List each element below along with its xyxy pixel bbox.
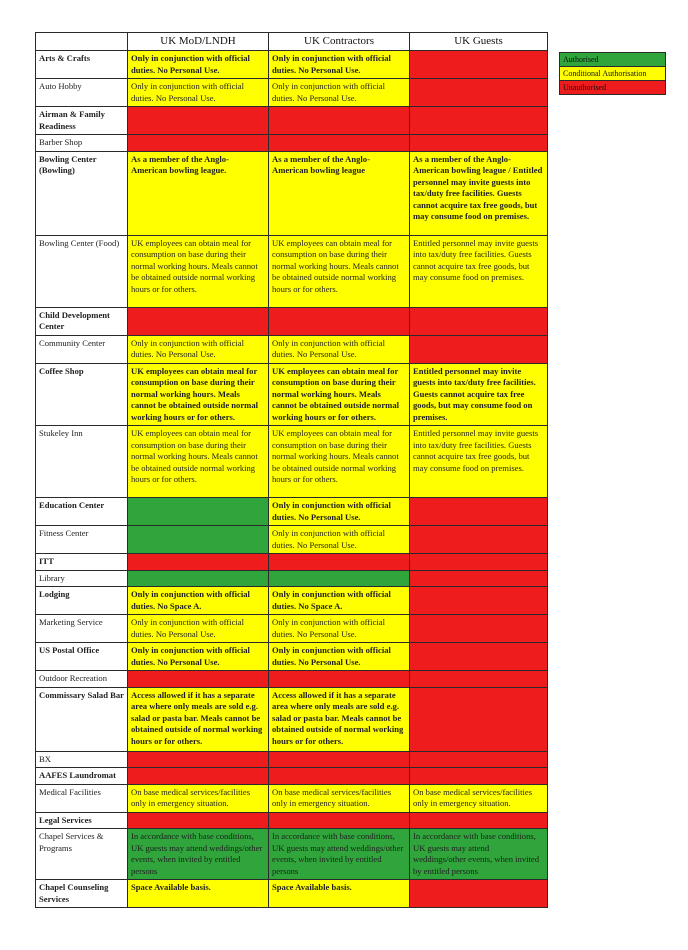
access-cell bbox=[128, 768, 269, 785]
table-row bbox=[36, 554, 548, 571]
access-cell bbox=[128, 570, 269, 587]
facility-name: Marketing Service bbox=[36, 615, 128, 643]
facility-name: Community Center bbox=[36, 335, 128, 363]
access-cell: In accordance with base conditions, UK guests may attend weddings/other events, when invited by entitled persons bbox=[128, 829, 269, 880]
facility-name: Legal Services bbox=[36, 812, 128, 829]
access-cell bbox=[410, 687, 548, 751]
legend-row bbox=[560, 81, 666, 95]
access-cell: Only in conjunction with official duties. No Personal Use. bbox=[128, 79, 269, 107]
facility-name: AAFES Laundromat bbox=[36, 768, 128, 785]
access-cell bbox=[128, 498, 269, 526]
access-cell: In accordance with base conditions, UK guests may attend weddings/other events, when invited by entitled persons bbox=[410, 829, 548, 880]
access-cell: Only in conjunction with official duties. No Personal Use. bbox=[269, 498, 410, 526]
access-cell: On base medical services/facilities only in emergency situation. bbox=[269, 784, 410, 812]
access-cell: Access allowed if it has a separate area where only meals are sold e.g. salad or pasta bar. Meals cannot be obtained outside of normal working hours or for others. bbox=[269, 687, 410, 751]
legend-row bbox=[560, 67, 666, 81]
access-cell: UK employees can obtain meal for consumption on base during their normal working hours. Meals cannot be obtained outside normal working hours or for others. bbox=[269, 235, 410, 307]
access-cell: Access allowed if it has a separate area where only meals are sold e.g. salad or pasta bar. Meals cannot be obtained outside of normal working hours or for others. bbox=[128, 687, 269, 751]
access-cell bbox=[410, 587, 548, 615]
table-row bbox=[36, 79, 548, 107]
access-cell: In accordance with base conditions, UK guests may attend weddings/other events, when invited by entitled persons bbox=[269, 829, 410, 880]
access-cell: UK employees can obtain meal for consumption on base during their normal working hours. Meals cannot be obtained outside normal working hours or for others. bbox=[269, 426, 410, 498]
access-cell bbox=[269, 307, 410, 335]
facility-name: Library bbox=[36, 570, 128, 587]
access-cell: Only in conjunction with official duties. No Personal Use. bbox=[269, 615, 410, 643]
table-row bbox=[36, 812, 548, 829]
table-row bbox=[36, 135, 548, 152]
access-cell bbox=[410, 812, 548, 829]
access-cell bbox=[269, 768, 410, 785]
access-cell: Only in conjunction with official duties. No Space A. bbox=[128, 587, 269, 615]
table-row bbox=[36, 151, 548, 235]
access-cell bbox=[410, 751, 548, 768]
access-cell: Space Available basis. bbox=[128, 880, 269, 908]
access-cell: Only in conjunction with official duties. No Personal Use. bbox=[128, 643, 269, 671]
table-row bbox=[36, 498, 548, 526]
access-cell: As a member of the Anglo-American bowling league. bbox=[128, 151, 269, 235]
access-cell bbox=[410, 498, 548, 526]
facility-name: Bowling Center (Bowling) bbox=[36, 151, 128, 235]
access-cell: Only in conjunction with official duties. No Personal Use. bbox=[269, 643, 410, 671]
access-cell: Entitled personnel may invite guests into tax/duty free facilities. Guests cannot acquire tax free goods, but may consume food on premises. bbox=[410, 235, 548, 307]
access-cell bbox=[128, 671, 269, 688]
access-cell bbox=[410, 768, 548, 785]
table-row bbox=[36, 526, 548, 554]
access-cell: As a member of the Anglo-American bowling league bbox=[269, 151, 410, 235]
access-cell bbox=[410, 79, 548, 107]
table-row bbox=[36, 51, 548, 79]
access-cell: Space Available basis. bbox=[269, 880, 410, 908]
access-cell: Only in conjunction with official duties. No Personal Use. bbox=[269, 51, 410, 79]
facility-name: BX bbox=[36, 751, 128, 768]
access-cell bbox=[410, 335, 548, 363]
access-cell bbox=[269, 671, 410, 688]
facility-name: Chapel Services & Programs bbox=[36, 829, 128, 880]
access-cell bbox=[269, 812, 410, 829]
facility-name: Arts & Crafts bbox=[36, 51, 128, 79]
table-row bbox=[36, 643, 548, 671]
table-row bbox=[36, 615, 548, 643]
access-cell bbox=[128, 526, 269, 554]
table-row bbox=[36, 768, 548, 785]
access-cell: UK employees can obtain meal for consumption on base during their normal working hours. Meals cannot be obtained outside normal working hours or for others. bbox=[128, 235, 269, 307]
access-cell: Entitled personnel may invite guests into tax/duty free facilities. Guests cannot acquire tax free goods, but may consume food on premises. bbox=[410, 363, 548, 426]
access-cell: On base medical services/facilities only in emergency situation. bbox=[128, 784, 269, 812]
facility-name: Coffee Shop bbox=[36, 363, 128, 426]
facility-name: Commissary Salad Bar bbox=[36, 687, 128, 751]
access-cell bbox=[269, 107, 410, 135]
legend bbox=[559, 52, 666, 95]
access-cell: Entitled personnel may invite guests into tax/duty free facilities. Guests cannot acquire tax free goods, but may consume food on premises. bbox=[410, 426, 548, 498]
access-cell: Only in conjunction with official duties. No Personal Use. bbox=[128, 51, 269, 79]
access-cell bbox=[128, 307, 269, 335]
table-row bbox=[36, 587, 548, 615]
access-cell bbox=[410, 615, 548, 643]
access-cell: Only in conjunction with official duties. No Personal Use. bbox=[128, 615, 269, 643]
table-row bbox=[36, 335, 548, 363]
table-row bbox=[36, 829, 548, 880]
facility-access-table bbox=[35, 32, 548, 908]
facility-name: US Postal Office bbox=[36, 643, 128, 671]
access-cell bbox=[128, 812, 269, 829]
access-cell: Only in conjunction with official duties. No Personal Use. bbox=[128, 335, 269, 363]
header-corner bbox=[36, 33, 128, 51]
facility-name: ITT bbox=[36, 554, 128, 571]
legend-item: Unauthorised bbox=[560, 81, 666, 95]
table-row bbox=[36, 363, 548, 426]
access-cell bbox=[128, 107, 269, 135]
access-cell bbox=[410, 107, 548, 135]
access-cell: UK employees can obtain meal for consumption on base during their normal working hours. Meals cannot be obtained outside normal working hours or for others. bbox=[269, 363, 410, 426]
table-row bbox=[36, 307, 548, 335]
facility-name: Lodging bbox=[36, 587, 128, 615]
table-row bbox=[36, 687, 548, 751]
legend-item: Authorised bbox=[560, 53, 666, 67]
access-cell bbox=[410, 880, 548, 908]
access-cell bbox=[410, 526, 548, 554]
facility-name: Chapel Counseling Services bbox=[36, 880, 128, 908]
access-cell: Only in conjunction with official duties. No Personal Use. bbox=[269, 335, 410, 363]
header-uk-guests: UK Guests bbox=[410, 33, 548, 51]
table-row bbox=[36, 751, 548, 768]
table-row bbox=[36, 107, 548, 135]
access-cell: On base medical services/facilities only in emergency situation. bbox=[410, 784, 548, 812]
access-cell: Only in conjunction with official duties. No Personal Use. bbox=[269, 526, 410, 554]
access-cell bbox=[410, 135, 548, 152]
access-cell bbox=[269, 570, 410, 587]
table-row bbox=[36, 880, 548, 908]
access-cell: Only in conjunction with official duties. No Personal Use. bbox=[269, 79, 410, 107]
access-cell bbox=[128, 135, 269, 152]
facility-name: Bowling Center (Food) bbox=[36, 235, 128, 307]
facility-name: Outdoor Recreation bbox=[36, 671, 128, 688]
access-cell bbox=[410, 554, 548, 571]
access-cell bbox=[269, 751, 410, 768]
access-cell bbox=[128, 554, 269, 571]
facility-name: Education Center bbox=[36, 498, 128, 526]
facility-name: Medical Facilities bbox=[36, 784, 128, 812]
facility-name: Fitness Center bbox=[36, 526, 128, 554]
legend-row bbox=[560, 53, 666, 67]
header-uk-contractors: UK Contractors bbox=[269, 33, 410, 51]
header-row bbox=[36, 33, 548, 51]
header-uk-mod: UK MoD/LNDH bbox=[128, 33, 269, 51]
facility-name: Stukeley Inn bbox=[36, 426, 128, 498]
table-row bbox=[36, 426, 548, 498]
table-row bbox=[36, 235, 548, 307]
access-cell bbox=[410, 307, 548, 335]
facility-name: Child Development Center bbox=[36, 307, 128, 335]
access-cell bbox=[410, 51, 548, 79]
access-cell bbox=[410, 643, 548, 671]
access-cell: Only in conjunction with official duties. No Space A. bbox=[269, 587, 410, 615]
facility-name: Airman & Family Readiness bbox=[36, 107, 128, 135]
access-cell bbox=[269, 135, 410, 152]
table-row bbox=[36, 570, 548, 587]
access-cell bbox=[128, 751, 269, 768]
table-row bbox=[36, 671, 548, 688]
legend-item: Conditional Authorisation bbox=[560, 67, 666, 81]
facility-name: Auto Hobby bbox=[36, 79, 128, 107]
access-cell: UK employees can obtain meal for consumption on base during their normal working hours. Meals cannot be obtained outside normal working hours or for others. bbox=[128, 426, 269, 498]
access-cell bbox=[410, 671, 548, 688]
table-row bbox=[36, 784, 548, 812]
access-cell: UK employees can obtain meal for consumption on base during their normal working hours. Meals cannot be obtained outside normal working hours or for others. bbox=[128, 363, 269, 426]
facility-name: Barber Shop bbox=[36, 135, 128, 152]
access-cell bbox=[410, 570, 548, 587]
access-cell bbox=[269, 554, 410, 571]
access-cell: As a member of the Anglo-American bowling league / Entitled personnel may invite guests into tax/duty free facilities. Guests cannot acquire tax free goods, but may consume food on premises. bbox=[410, 151, 548, 235]
